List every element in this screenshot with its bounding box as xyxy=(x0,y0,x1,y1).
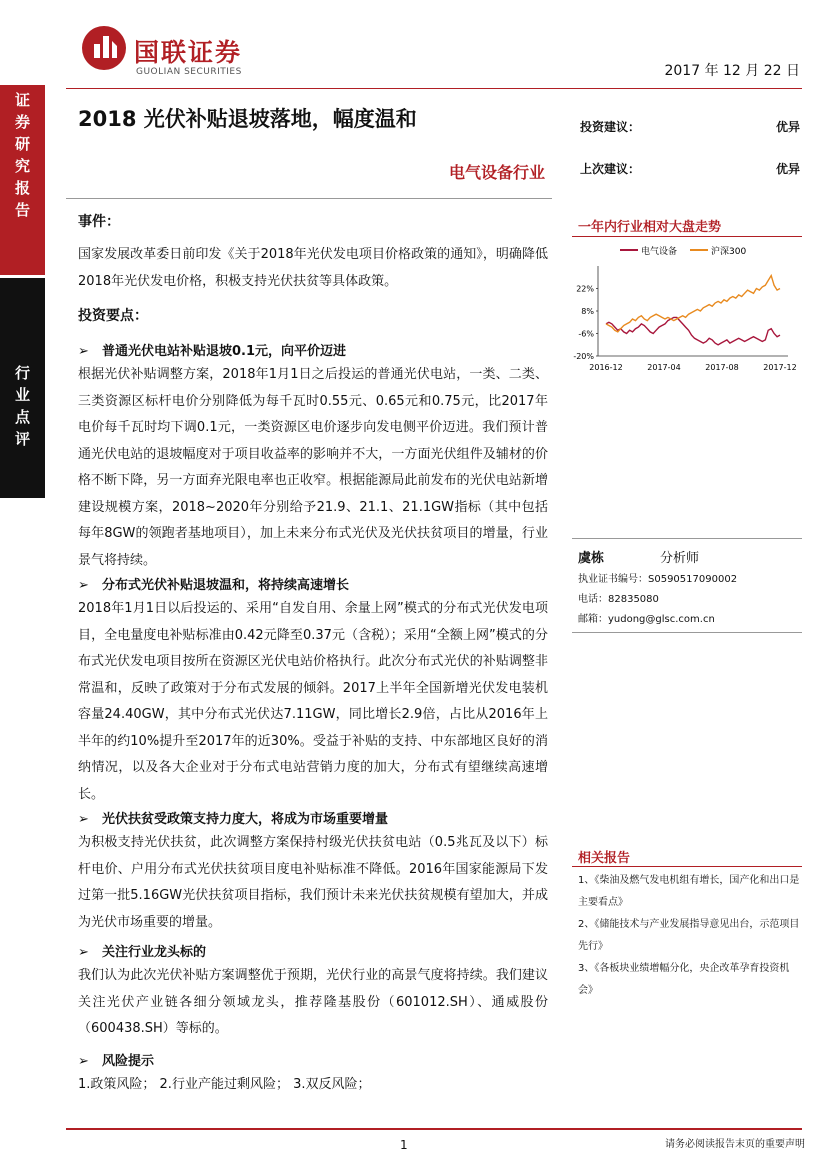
x-tick-label: 2017-04 xyxy=(647,363,681,372)
analyst-email-value[interactable]: yudong@glsc.com.cn xyxy=(608,614,715,625)
related-report-item[interactable]: 1、《柴油及燃气发电机组有增长，国产化和出口是主要看点》 xyxy=(578,875,800,908)
legend-label-index: 沪深300 xyxy=(711,247,747,257)
y-tick-label: -20% xyxy=(573,352,594,361)
arrow-bullet-icon: ➢ xyxy=(78,344,89,359)
report-title: 2018 光伏补贴退坡落地，幅度温和 xyxy=(78,107,417,131)
sidebar-category-char: 券 xyxy=(14,113,30,131)
header-divider xyxy=(66,88,802,89)
sidebar-type-band xyxy=(0,278,45,498)
sidebar-type-char: 评 xyxy=(14,430,30,448)
point-title-text: 风险提示 xyxy=(102,1054,155,1069)
x-tick-label: 2017-12 xyxy=(763,363,797,372)
rating-previous-label: 上次建议： xyxy=(580,162,641,176)
point-text: 2018年1月1日以后投运的、采用“自发自用、余量上网”模式的分布式光伏发电项目，全电量度电补贴标准由0.42元降至0.37元（含税）；采用“全额上网”模式的分布式光伏发电项目按所在资源区光伏电站价格执行。此次分布式光伏的补贴调整非常温和，反映了政策对于分布式发展的倾斜。2017上半年全国新增光伏发电装机容量24.40GW，其中分布式光伏达7.11GW，同比增长2.9倍，占比从2016年上半年的约10%提升至2017年的近30%。受益于补贴的支持、中东部地区良好的消纳情况，以及各大企业对于分布式电站营销力度的加大，分布式有望继续高速增长。 xyxy=(78,601,548,802)
y-tick-label: 22% xyxy=(576,284,594,294)
brand-name-en: GUOLIAN SECURITIES xyxy=(136,67,242,77)
point-title-text: 光伏扶贫受政策支持力度大，将成为市场重要增量 xyxy=(102,812,389,827)
sidebar-type-char: 点 xyxy=(14,408,30,426)
analyst-phone xyxy=(578,590,659,605)
sidebar-category-char: 研 xyxy=(14,135,30,153)
analyst-name: 虞栋 xyxy=(578,551,605,566)
footer-divider xyxy=(66,1128,802,1130)
arrow-bullet-icon: ➢ xyxy=(78,578,89,593)
brand-name-cn: 国联证券 xyxy=(134,38,243,67)
series-line-index xyxy=(606,276,780,332)
series-line-sector xyxy=(606,317,780,344)
arrow-bullet-icon: ➢ xyxy=(78,812,89,827)
arrow-bullet-icon: ➢ xyxy=(78,945,89,960)
y-tick-label: 8% xyxy=(581,307,594,316)
legend-label-sector: 电气设备 xyxy=(641,247,678,257)
x-tick-label: 2016-12 xyxy=(589,363,623,372)
point-text: 1.政策风险； 2.行业产能过剩风险； 3.双反风险； xyxy=(78,1077,371,1092)
analyst-bottom-divider xyxy=(572,632,802,633)
sidebar-category-char: 证 xyxy=(14,91,30,109)
rating-current-label: 投资建议： xyxy=(580,120,641,134)
point-title-text: 普通光伏电站补贴退坡0.1元，向平价迈进 xyxy=(102,344,347,359)
sidebar-type-char: 业 xyxy=(14,386,30,404)
points-heading: 投资要点： xyxy=(78,308,148,324)
analyst-email-label: 邮箱： xyxy=(578,614,608,625)
chart-title: 一年内行业相对大盘走势 xyxy=(578,220,722,235)
guolian-logo-icon xyxy=(80,24,128,72)
point-title xyxy=(78,1050,154,1069)
point-text: 我们认为此次光伏补贴方案调整优于预期，光伏行业的高景气度将持续。我们建议关注光伏产业链各细分领域龙头，推荐隆基股份（601012.SH）、通威股份（600438.SH）等标的。 xyxy=(78,968,548,1036)
x-tick-label: 2017-08 xyxy=(705,363,739,372)
point-text: 根据光伏补贴调整方案，2018年1月1日之后投运的普通光伏电站，一类、二类、三类资源区标杆电价分别降低为每千瓦时0.55元、0.65元和0.75元，比2017年电价每千瓦时均下调0.1元，一类资源区电价逐步向发电侧平价迈进。我们预计普通光伏电站的退坡幅度对于项目收益率的影响并不大，一方面光伏组件及辅材的价格不断下降，另一方面弃光限电率也正收窄。根据能源局此前发布的光伏电站新增建设规模方案，2018~2020年分别给予21.9、21.1、21.1GW指标（其中包括每年8GW的领跑者基地项目），加上未来分布式光伏及光伏扶贫项目的增量，行业景气将持续。 xyxy=(78,367,548,568)
analyst-role: 分析师 xyxy=(660,551,700,566)
page-number: 1 xyxy=(400,1138,408,1152)
related-report-item[interactable]: 2、《储能技术与产业发展指导意见出台，示范项目先行》 xyxy=(578,919,800,952)
related-report-item[interactable]: 3、《各板块业绩增幅分化，央企改革孕育投资机会》 xyxy=(578,963,790,996)
title-divider xyxy=(66,198,552,199)
y-tick-label: -6% xyxy=(578,329,594,339)
sidebar-category-band xyxy=(0,85,45,275)
relative-performance-chart xyxy=(560,238,802,378)
rating-previous-value: 优异 xyxy=(775,162,800,176)
sidebar-category-char: 究 xyxy=(14,157,30,175)
arrow-bullet-icon: ➢ xyxy=(78,1054,89,1069)
analyst-license-label: 执业证书编号： xyxy=(578,574,648,585)
point-title-text: 关注行业龙头标的 xyxy=(102,945,207,960)
related-divider xyxy=(572,866,802,867)
industry-name: 电气设备行业 xyxy=(448,163,545,182)
analyst-phone-value: 82835080 xyxy=(608,594,659,605)
report-date: 2017 年 12 月 22 日 xyxy=(664,63,800,79)
point-title xyxy=(78,574,349,593)
sidebar-category-char: 告 xyxy=(14,201,30,219)
analyst-divider xyxy=(572,538,802,539)
analyst-email[interactable] xyxy=(578,610,715,625)
event-text: 国家发展改革委日前印发《关于2018年光伏发电项目价格政策的通知》，明确降低2018年光伏发电价格，积极支持光伏扶贫等具体政策。 xyxy=(78,247,548,289)
point-title xyxy=(78,808,388,827)
sidebar-category-char: 报 xyxy=(14,179,30,197)
analyst-license xyxy=(578,570,737,585)
related-reports-title: 相关报告 xyxy=(578,851,631,866)
analyst-license-value: S0590517090002 xyxy=(648,574,738,585)
footer-disclaimer: 请务必阅读报告末页的重要声明 xyxy=(665,1139,805,1150)
sidebar-type-char: 行 xyxy=(14,364,30,382)
event-heading: 事件： xyxy=(78,214,120,230)
analyst-phone-label: 电话： xyxy=(578,594,608,605)
point-title xyxy=(78,941,206,960)
rating-current-value: 优异 xyxy=(775,120,800,134)
point-text: 为积极支持光伏扶贫，此次调整方案保持村级光伏扶贫电站（0.5兆瓦及以下）标杆电价、户用分布式光伏扶贫项目度电补贴标准不降低。2016年国家能源局下发过第一批5.16GW光伏扶贫项目指标，我们预计未来光伏扶贫规模有望加大，并成为光伏市场重要的增量。 xyxy=(78,835,548,930)
chart-title-divider xyxy=(572,236,802,237)
point-title-text: 分布式光伏补贴退坡温和，将持续高速增长 xyxy=(102,578,350,593)
point-title xyxy=(78,340,346,359)
